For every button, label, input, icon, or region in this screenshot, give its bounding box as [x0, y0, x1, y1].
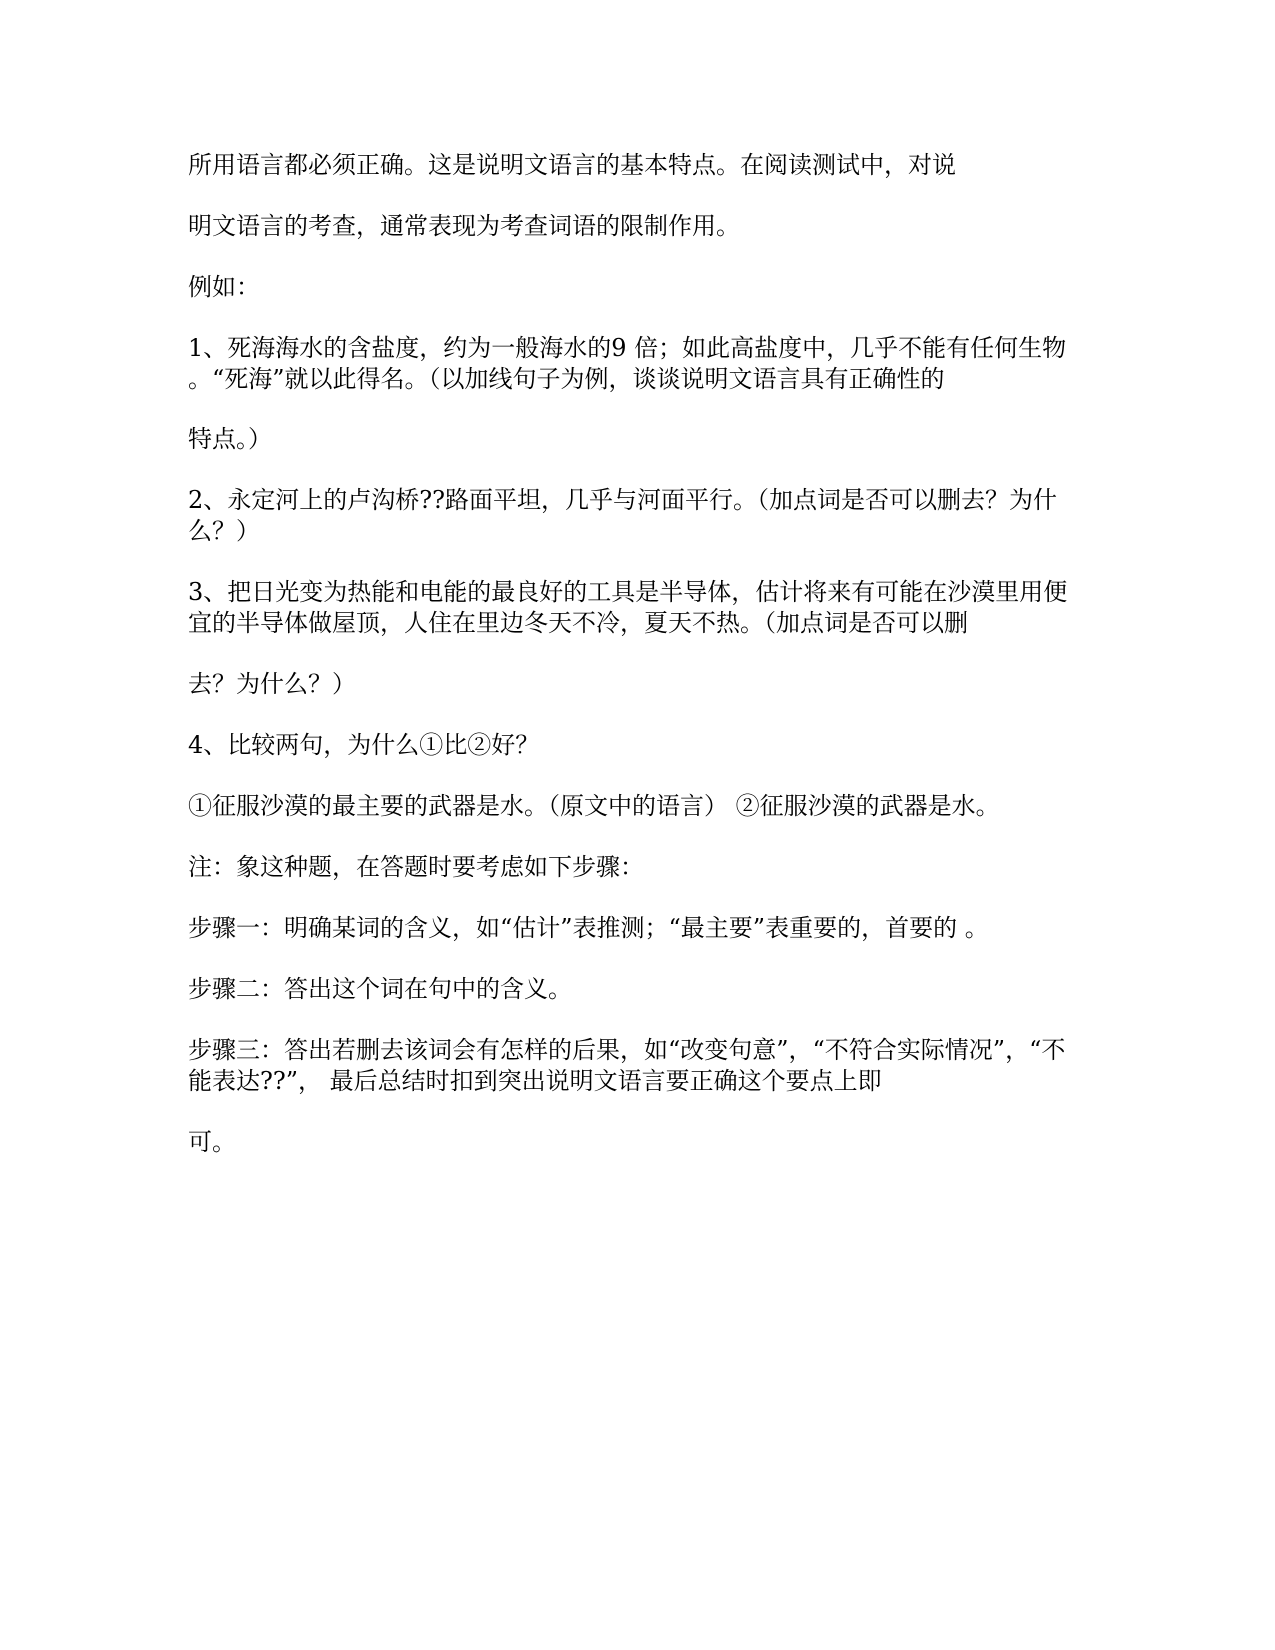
text-line: 宜的半导体做屋顶，人住在里边冬天不冷，夏天不热。（加点词是否可以删 — [188, 609, 968, 637]
text-line: 可。 — [188, 1128, 236, 1156]
text-line: ①征服沙漠的最主要的武器是水。（原文中的语言） ②征服沙漠的武器是水。 — [188, 792, 1000, 820]
text-line: 所用语言都必须正确。这是说明文语言的基本特点。在阅读测试中，对说 — [188, 151, 956, 179]
text-line: 。“死海”就以此得名。（以加线句子为例，谈谈说明文语言具有正确性的 — [188, 365, 945, 393]
text-line: 注：象这种题，在答题时要考虑如下步骤： — [188, 853, 644, 881]
text-line: 3、把日光变为热能和电能的最良好的工具是半导体，估计将来有可能在沙漠里用便 — [188, 578, 1068, 606]
text-line: 去？为什么？） — [188, 670, 356, 698]
text-line: 2、永定河上的卢沟桥??路面平坦，几乎与河面平行。（加点词是否可以删去？为什 — [188, 486, 1058, 514]
text-line: 4、比较两句，为什么①比②好？ — [188, 731, 540, 759]
text-line: 步骤三：答出若删去该词会有怎样的后果，如“改变句意”，“不符合实际情况”，“不 — [188, 1036, 1066, 1064]
text-line: 么？） — [188, 517, 260, 545]
text-line: 能表达??”， 最后总结时扣到突出说明文语言要正确这个要点上即 — [188, 1067, 882, 1095]
text-line: 特点。） — [188, 425, 272, 453]
text-line: 例如： — [188, 273, 260, 301]
text-line: 步骤二：答出这个词在句中的含义。 — [188, 975, 572, 1003]
text-line: 明文语言的考查，通常表现为考查词语的限制作用。 — [188, 212, 740, 240]
text-line: 1、死海海水的含盐度，约为一般海水的9 倍；如此高盐度中，几乎不能有任何生物 — [188, 334, 1067, 362]
text-line: 步骤一：明确某词的含义，如“估计”表推测；“最主要”表重要的，首要的 。 — [188, 914, 989, 942]
